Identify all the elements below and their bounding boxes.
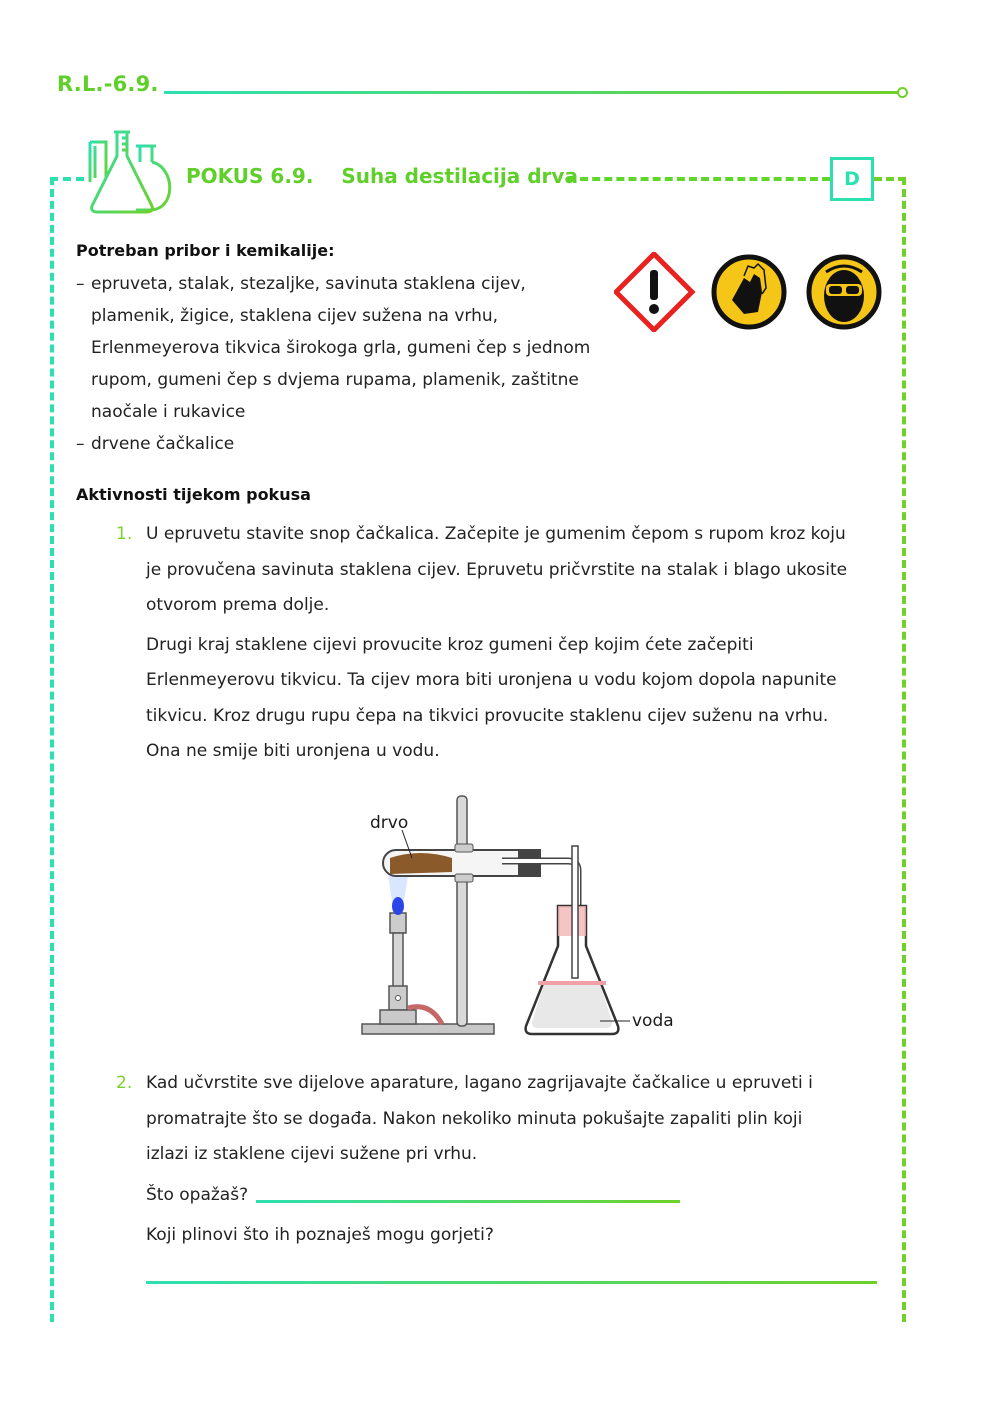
equipment-list-item: rupom, gumeni čep s dvjema rupama, plamenik, zaštitne <box>91 370 579 390</box>
gloves-icon <box>714 257 784 327</box>
step-line: promatrajte što se događa. Nakon nekoliko minuta pokušajte zapaliti plin koji <box>146 1108 803 1129</box>
step-line: tikvicu. Kroz drugu rupu čepa na tikvici provucite staklenu cijev suženu na vrhu. <box>146 705 829 726</box>
experiment-name: Suha destilacija drva <box>341 164 578 188</box>
step-line: U epruvetu stavite snop čačkalica. Začepite je gumenim čepom s rupom kroz koju <box>146 524 846 544</box>
question-observation: Što opažaš? <box>146 1185 249 1205</box>
experiment-number: POKUS 6.9. <box>186 164 314 188</box>
activities-heading: Aktivnosti tijekom pokusa <box>76 485 311 504</box>
experiment-title <box>186 164 578 188</box>
step-line: Kad učvrstite sve dijelove aparature, lagano zagrijavajte čačkalice u epruveti i <box>146 1073 813 1093</box>
step-line: Drugi kraj staklene cijevi provucite kroz gumeni čep kojim ćete začepiti <box>146 634 754 655</box>
figure-label-water: voda <box>632 1011 674 1031</box>
exclamation-warning-icon <box>616 254 692 330</box>
step-line: Erlenmeyerovu tikvicu. Ta cijev mora biti uronjena u vodu kojom dopola napunite <box>146 670 837 690</box>
lab-flasks-icon <box>80 126 176 216</box>
equipment-list-item: – epruveta, stalak, stezaljke, savinuta staklena cijev, <box>76 274 526 294</box>
frame-right-border <box>902 177 906 1322</box>
equipment-list-item: Erlenmeyerova tikvica širokoga grla, gumeni čep s jednom <box>91 338 591 358</box>
goggles-icon <box>809 257 879 327</box>
equipment-list-item: naočale i rukavice <box>91 402 246 422</box>
question-flammable-gases: Koji plinovi što ih poznaješ mogu gorjeti? <box>146 1225 494 1245</box>
equipment-heading: Potreban pribor i kemikalije: <box>76 241 335 260</box>
equipment-list-item: plamenik, žigice, staklena cijev sužena na vrhu, <box>91 306 499 326</box>
difficulty-badge: D <box>830 157 874 201</box>
frame-top-left-border <box>50 177 84 181</box>
step-2 <box>116 1066 886 1173</box>
frame-top-right-border <box>568 177 830 181</box>
step-line: je provučena savinuta staklena cijev. Epruvetu pričvrstite na stalak i blago ukosite <box>146 559 848 580</box>
header-rule-end-dot <box>897 87 908 98</box>
equipment-list <box>76 268 590 460</box>
hazard-pictograms <box>614 252 884 332</box>
step-line: Ona ne smije biti uronjena u vodu. <box>146 741 440 761</box>
answer-line-flammable-gases[interactable] <box>146 1281 877 1284</box>
figure-label-wood: drvo <box>370 813 409 833</box>
worksheet-code: R.L.-6.9. <box>57 72 159 96</box>
step-line: izlazi iz staklene cijevi sužene pri vrhu. <box>146 1144 478 1164</box>
distillation-apparatus-figure <box>360 788 690 1046</box>
header-rule <box>164 91 900 94</box>
step-number: 1. <box>116 524 133 544</box>
step-number: 2. <box>116 1073 133 1093</box>
answer-line-observation[interactable] <box>256 1200 680 1203</box>
frame-left-border <box>50 177 54 1322</box>
equipment-list-item: – drvene čačkalice <box>76 434 235 454</box>
step-1 <box>116 517 886 770</box>
step-line: otvorom prema dolje. <box>146 595 330 615</box>
